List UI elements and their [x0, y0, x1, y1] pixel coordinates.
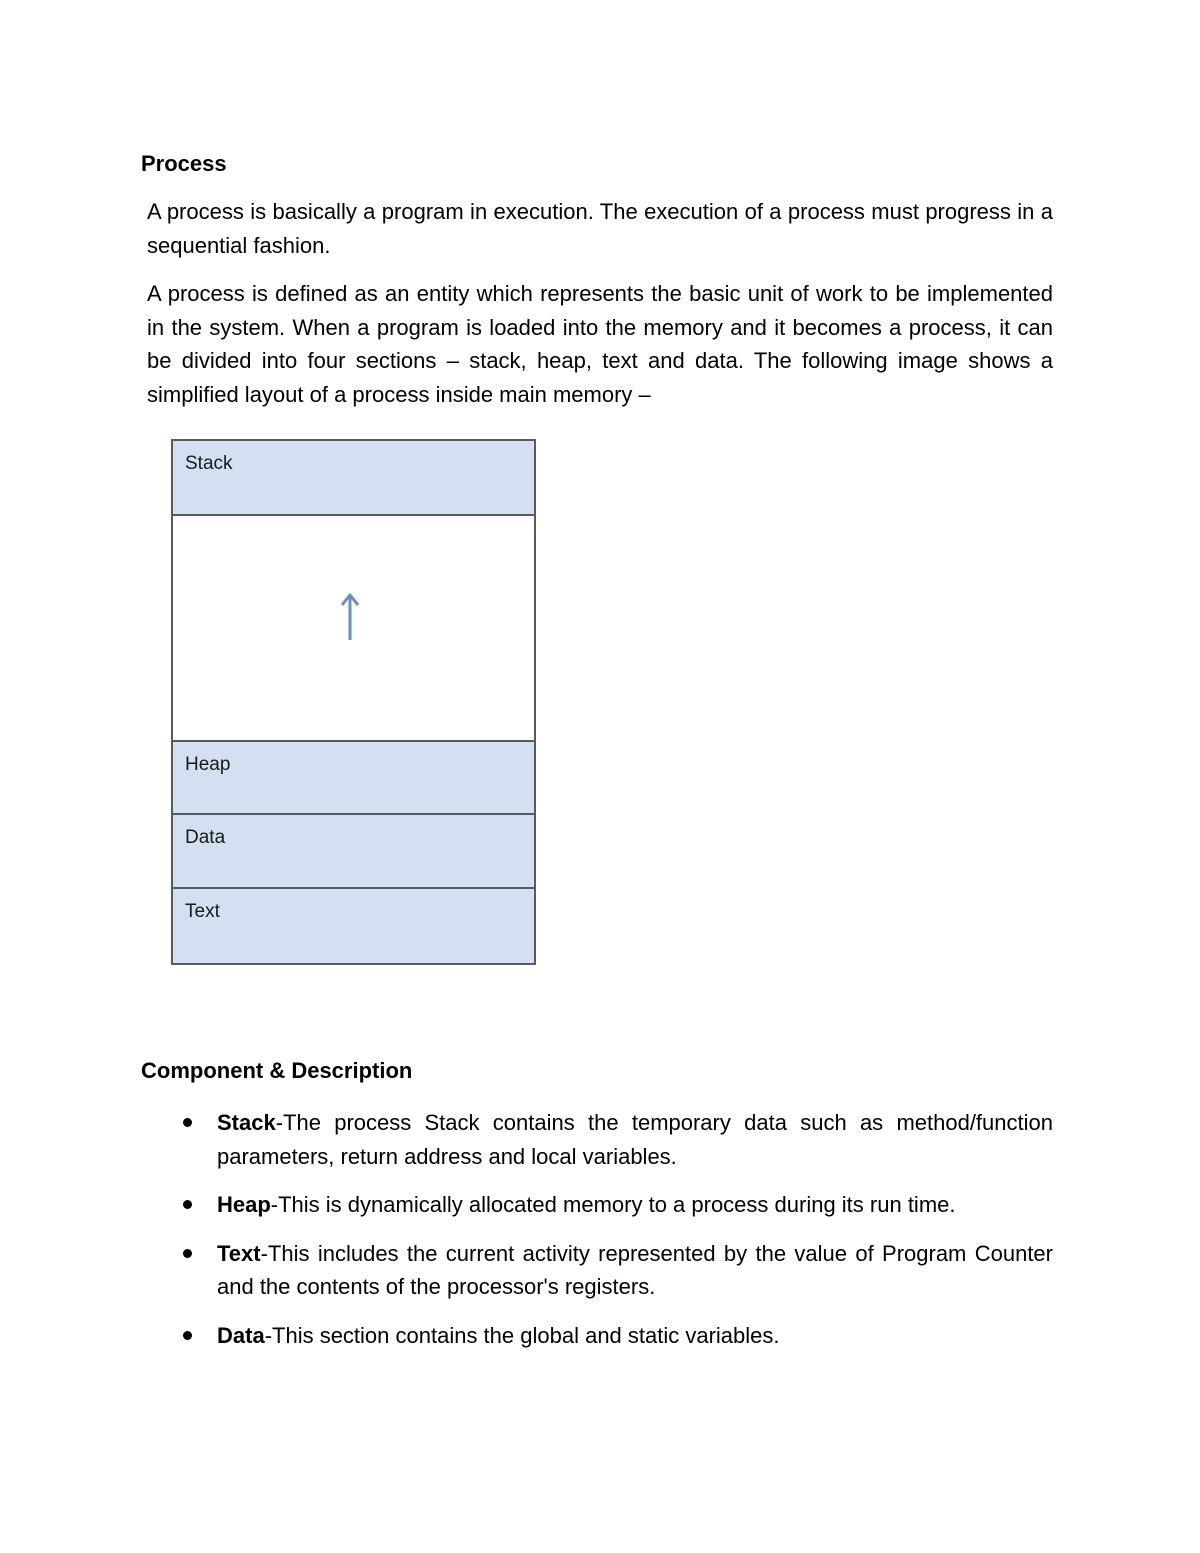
component-description: -This includes the current activity represented by the value of Program Counter and the contents of the processor's registers. [217, 1240, 1053, 1299]
heap-segment [173, 740, 534, 815]
list-item-text [217, 1237, 1053, 1304]
process-memory-diagram [171, 439, 536, 965]
list-item-stack [217, 1106, 1053, 1173]
stack-segment [173, 441, 534, 516]
bullet-icon [183, 1200, 192, 1209]
component-term: Text [217, 1240, 261, 1266]
text-segment [173, 889, 534, 963]
section-title-components: Component & Description [141, 1058, 413, 1083]
stack-label: Stack [185, 453, 233, 474]
text-label: Text [185, 901, 220, 922]
component-description: -This section contains the global and static variables. [264, 1322, 780, 1348]
list-item-heap [217, 1188, 1053, 1222]
section-title-process: Process [141, 151, 227, 176]
bullet-icon [183, 1249, 192, 1258]
component-list [0, 1106, 1200, 1367]
component-term: Stack [217, 1110, 276, 1135]
component-description: -This is dynamically allocated memory to a process during its run time. [270, 1192, 956, 1217]
heap-label: Heap [185, 754, 231, 775]
data-segment [173, 815, 534, 889]
component-term: Heap [217, 1192, 271, 1217]
free-memory-region [173, 516, 534, 740]
component-description: -The process Stack contains the temporary data such as method/function parameters, return address and local variables. [217, 1110, 1053, 1169]
component-term: Data [217, 1322, 265, 1348]
intro-paragraph: A process is basically a program in execution. The execution of a process must progress in a sequential fashion. [147, 199, 1053, 258]
bullet-icon [183, 1331, 192, 1340]
list-item-data [217, 1319, 1053, 1353]
data-label: Data [185, 827, 226, 848]
bullet-icon [183, 1118, 192, 1127]
arrow-up-icon [339, 592, 361, 642]
definition-paragraph: A process is defined as an entity which represents the basic unit of work to be implemented in the system. When a program is loaded into the memory and it becomes a process, it can be divided into four sections – stack, heap, text and data. The following image shows a simplified layout of a process inside main memory – [147, 281, 1053, 407]
